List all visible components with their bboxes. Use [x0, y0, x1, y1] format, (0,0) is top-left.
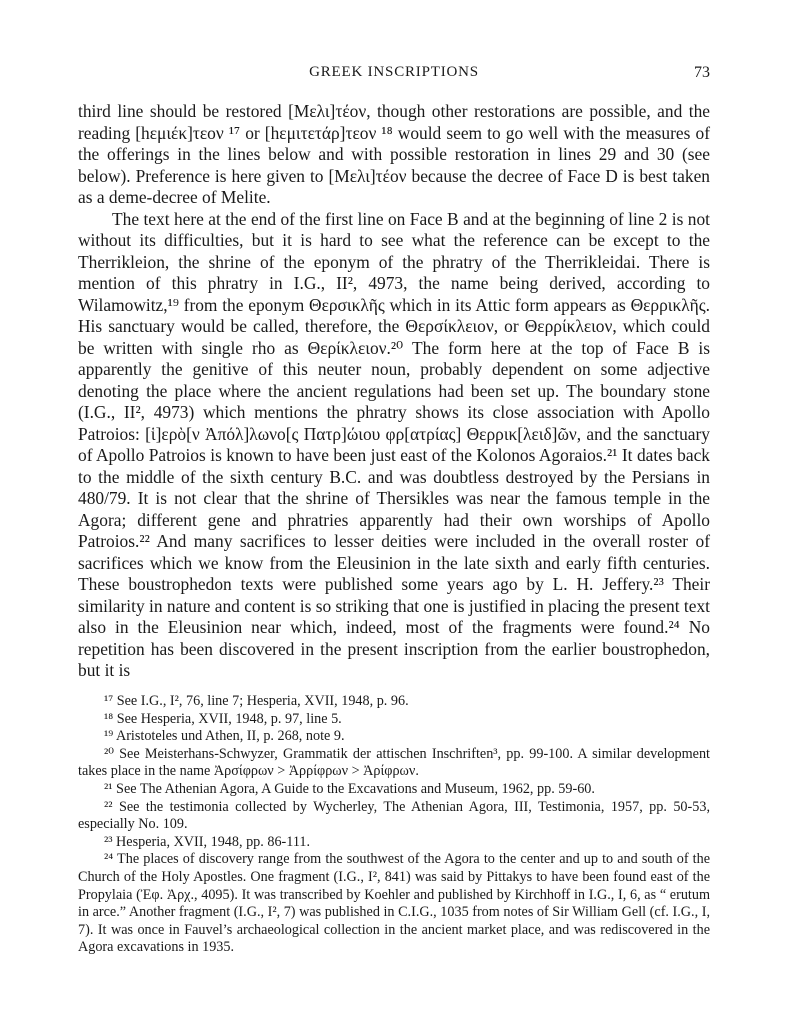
- footnote-21: ²¹ See The Athenian Agora, A Guide to the Excavations and Museum, 1962, pp. 59-60.: [104, 780, 595, 797]
- footnote-22: ²² See the testimonia collected by Wycherley, The Athenian Agora, III, Testimonia, 1957, pp. 50-53, especially No. 109.: [78, 798, 710, 833]
- page-header: [78, 64, 710, 86]
- footnote-17: ¹⁷ See I.G., I², 76, line 7; Hesperia, XVII, 1948, p. 96.: [104, 693, 409, 709]
- footnotes: [78, 693, 710, 957]
- body-text: [78, 101, 710, 682]
- running-head: GREEK INSCRIPTIONS: [309, 64, 479, 80]
- footnote-18: ¹⁸ See Hesperia, XVII, 1948, p. 97, line 5.: [104, 710, 342, 727]
- footnote-20: ²⁰ See Meisterhans-Schwyzer, Grammatik der attischen Inschriften³, pp. 99-100. A similar development takes place in the name Ἀρσίφρων > Ἀρρίφρων > Ἀρίφρων.: [78, 745, 710, 780]
- page-number: 73: [694, 64, 710, 81]
- paragraph-1: third line should be restored [Μελι]τέον, though other restorations are possible, and the reading [hεμιέκ]τεον ¹⁷ or [hεμιτετάρ]τεον ¹⁸ would seem to go well with the measures of the offerings in the lines below and with possible restoration in lines 29 and 30 (see below). Preference is here given to [Μελι]τέον because the decree of Face D is best taken as a deme-decree of Melite.: [78, 101, 710, 207]
- footnote-19: ¹⁹ Aristoteles und Athen, II, p. 268, note 9.: [104, 728, 345, 745]
- footnote-24: ²⁴ The places of discovery range from the southwest of the Agora to the center and up to and south of the Church of the Holy Apostles. One fragment (I.G., I², 841) was said by Pittakys to have been found east of the Propylaia (Ἐφ. Ἀρχ., 4095). It was transcribed by Koehler and published by Kirchhoff in I.G., I, 6, as “ erutum in arce.” Another fragment (I.G., I², 7) was published in C.I.G., 1035 from notes of Sir William Gell (cf. I.G., I, 7). It was once in Fauvel’s archaeological collection in the ancient market place, and was rediscovered in the Agora excavations in 1935.: [78, 851, 710, 956]
- footnote-23: ²³ Hesperia, XVII, 1948, pp. 86-111.: [104, 833, 311, 850]
- paragraph-2: The text here at the end of the first line on Face B and at the beginning of line 2 is not without its difficulties, but it is hard to see what the reference can be except to the Therrikleion, the shrine of the eponym of the phratry of the Therrikleidai. There is mention of this phratry in I.G., II², 4973, the name being derived, according to Wilamowitz,¹⁹ from the eponym Θερσικλῆς which in its Attic form appears as Θερρικλῆς. His sanctuary would be called, therefore, the Θερσίκλειον, or Θερρίκλειον, which could be written with single rho as Θερίκλειον.²⁰ The form here at the top of Face B is apparently the genitive of this neuter noun, probably dependent on some adjective denoting the place where the ancient regulations had been set up. The boundary stone (I.G., II², 4973) which mentions the phratry shows its close association with Apollo Patroios: [ἱ]ερὸ[ν Ἀπόλ]λωνο[ς Πατρ]ώιου φρ[ατρίας] Θερρικ[λειδ]ῶν, and the sanctuary of Apollo Patroios is known to have been just east of the Kolonos Agoraios.²¹ It dates back to the middle of the sixth century B.C. and was doubtless destroyed by the Persians in 480/79. It is not clear that the shrine of Thersikles was near the famous temple in the Agora; different gene and phratries apparently had their own worships of Apollo Patroios.²² And many sacrifices to lesser deities were included in the overall roster of sacrifices which we know from the Eleusinion in the late sixth and early fifth centuries. These boustrophedon texts were published some years ago by L. H. Jeffery.²³ Their similarity in nature and content is so striking that one is justified in placing the present text also in the Eleusinion near which, indeed, most of the fragments were found.²⁴ No repetition has been discovered in the present inscription from the earlier boustrophedon, but it is: [78, 208, 710, 680]
